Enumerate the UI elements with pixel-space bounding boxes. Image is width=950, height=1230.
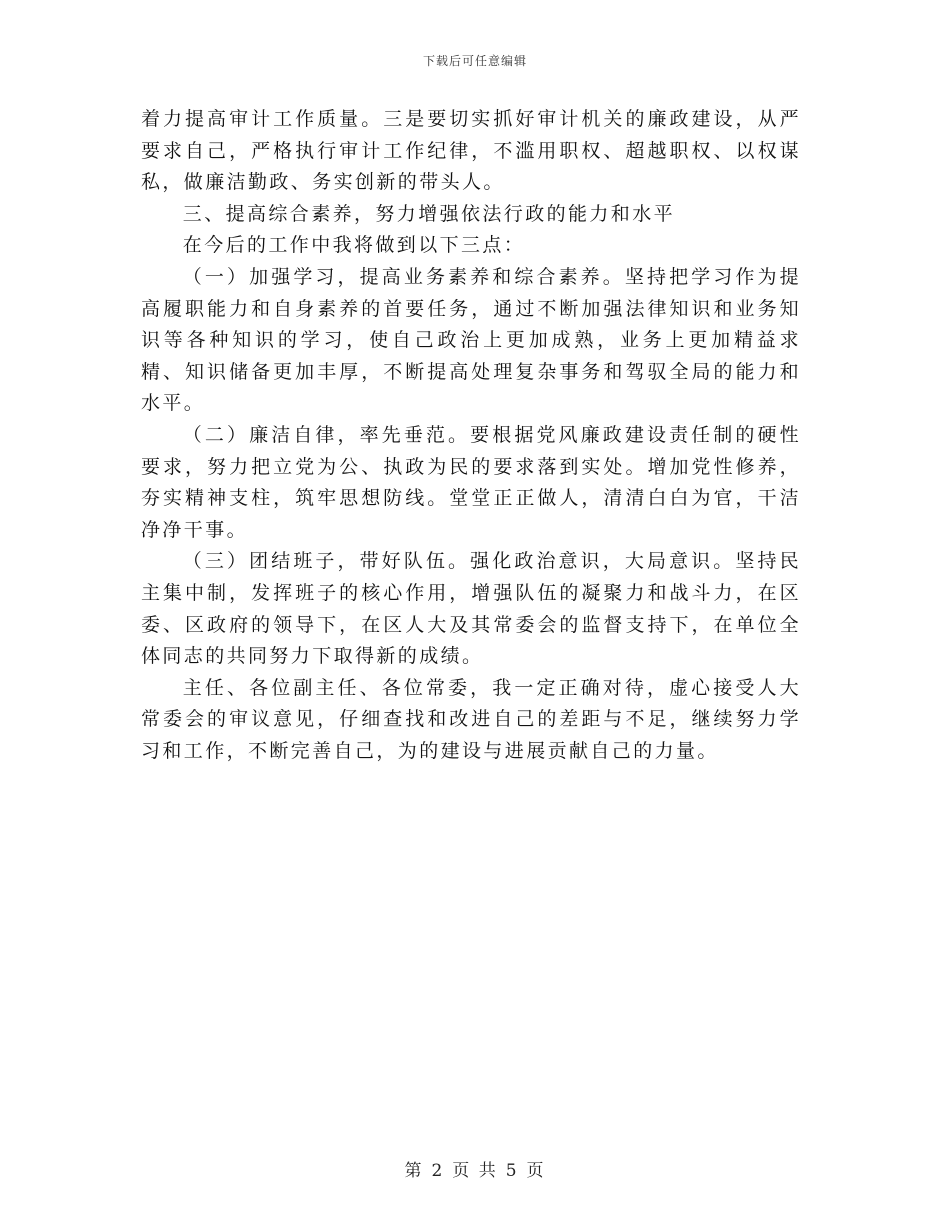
paragraph-closing: 主任、各位副主任、各位常委，我一定正确对待，虚心接受人大常委会的审议意见，仔细查找和改进自己的差距与不足，继续努力学习和工作，不断完善自己，为的建设与进展贡献自己的力量。 [141,676,801,762]
paragraph-intro: 在今后的工作中我将做到以下三点： [182,234,526,257]
footer-page-number: 2 [431,1161,445,1181]
paragraph-continuation: 着力提高审计工作质量。三是要切实抓好审计机关的廉政建设，从严要求自己，严格执行审计工作纪律，不滥用职权、超越职权、以权谋私，做廉洁勤政、务实创新的带头人。 [141,108,801,194]
paragraph-point-3: （三）团结班子，带好队伍。强化政治意识，大局意识。坚持民主集中制，发挥班子的核心作用，增强队伍的凝聚力和战斗力，在区委、区政府的领导下，在区人大及其常委会的监督支持下，在单位全体同志的共同努力下取得新的成绩。 [141,550,801,668]
document-body [141,104,801,767]
page-header-note: 下载后可任意编辑 [422,54,527,68]
paragraph-point-1: （一）加强学习，提高业务素养和综合素养。坚持把学习作为提高履职能力和自身素养的首要任务，通过不断加强法律知识和业务知识等各种知识的学习，使自己政治上更加成熟，业务上更加精益求精、知识储备更加丰厚，不断提高处理复杂事务和驾驭全局的能力和水平。 [141,265,801,415]
footer-total-pages: 5 [505,1161,519,1181]
paragraph-point-2: （二）廉洁自律，率先垂范。要根据党风廉政建设责任制的硬性要求，努力把立党为公、执政为民的要求落到实处。增加党性修养，夯实精神支柱，筑牢思想防线。堂堂正正做人，清清白白为官，干洁净净干事。 [141,423,801,541]
footer-middle: 页 共 [452,1161,498,1181]
section-heading: 三、提高综合素养，努力增强依法行政的能力和水平 [182,202,675,225]
footer-suffix: 页 [526,1161,546,1181]
page-footer [0,1156,950,1181]
footer-prefix: 第 [404,1161,424,1181]
